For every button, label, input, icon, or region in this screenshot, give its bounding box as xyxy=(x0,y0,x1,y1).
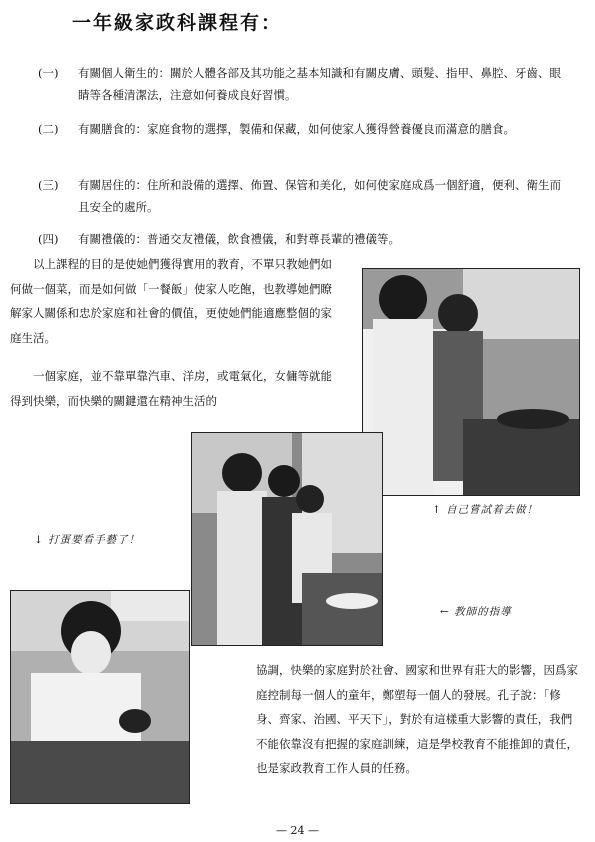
item-text: 關於人體各部及其功能之基本知識和有關皮膚、頭髮、指甲、鼻腔、牙齒、眼睛等各種清潔法，注意如何養成良好習慣。 xyxy=(78,66,561,102)
item-label: 有關禮儀的： xyxy=(78,232,147,246)
item-number: (三) xyxy=(38,178,59,192)
caption-try-yourself: ↑ 自己嘗試着去做！ xyxy=(432,504,539,516)
item-label: 有關居住的： xyxy=(78,178,147,192)
paragraph-society: 協調，快樂的家庭對於社會、國家和世界有莊大的影響，因爲家庭控制每一個人的童年，鄭塑每一個人的發展。孔子說：「修身、齊家、治國、平天下」，對於有這樣重大影響的責任，我們不能依靠沒有把握的家庭訓練，這是學校教育不能推卸的責任，也是家政教育工作人員的任務。 xyxy=(256,663,578,775)
page-number: — 24 — xyxy=(276,824,319,837)
photo-student-cooking xyxy=(362,268,580,496)
curriculum-item-4 xyxy=(38,228,568,250)
curriculum-item-3 xyxy=(38,174,568,218)
item-text: 住所和設備的選擇、佈置、保管和美化，如何使家庭成爲一個舒適，便利、衛生而且安全的處所。 xyxy=(78,178,561,214)
photo-teacher-guidance xyxy=(191,432,383,646)
item-text: 家庭食物的選擇，製備和保藏，如何使家人獲得營養優良而滿意的膳食。 xyxy=(147,122,515,136)
item-text: 普通交友禮儀，飲食禮儀，和對尊長輩的禮儀等。 xyxy=(147,232,400,246)
item-label: 有關個人衛生的： xyxy=(78,66,170,80)
caption-beating-eggs: ↓ 打蛋要看手藝了！ xyxy=(34,534,141,546)
item-label: 有關膳食的： xyxy=(78,122,147,136)
curriculum-item-2 xyxy=(38,118,568,140)
caption-teacher-guidance: ← 教師的指導 xyxy=(440,606,512,618)
paragraph-purpose: 以上課程的目的是使她們獲得實用的教育，不單只教她們如何做一個菜，而是如何做「一餐飯」使家人吃飽，也教導她們瞭解家人關係和忠於家庭和社會的價值，更使她們能適應整個的家庭生活。 xyxy=(10,257,332,345)
photo-beating-eggs xyxy=(10,590,190,804)
paragraph-happiness: 一個家庭，並不靠單靠汽車、洋房，或電氣化，女傭等就能得到快樂，而快樂的關鍵還在精神生活的 xyxy=(10,369,332,408)
item-number: (二) xyxy=(38,122,59,136)
item-number: (四) xyxy=(38,232,59,246)
item-number: (一) xyxy=(38,66,59,80)
curriculum-item-1 xyxy=(38,62,568,106)
page-title: 一年級家政科課程有： xyxy=(72,12,283,34)
